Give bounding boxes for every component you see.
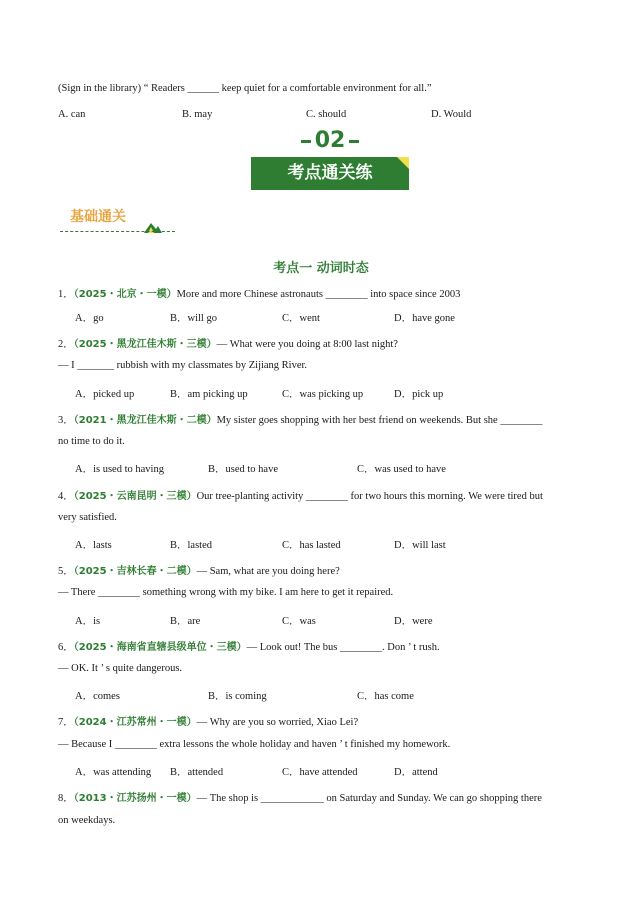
q6-option-b: B．is coming [208,691,267,702]
q4-option-a: A．lasts [75,540,112,551]
question-8 [58,789,542,805]
level-badge: 基础通关 [70,209,126,225]
question-2-line-2: — I _______ rubbish with my classmates by Zijiang River. [58,360,308,371]
question-3 [58,411,542,427]
section-banner [251,157,409,190]
q5-option-c: C．was [282,616,316,627]
question-number: 2． [58,339,74,350]
question-6-line-2: — OK. It ’ s quite dangerous. [58,663,183,674]
question-6 [58,638,440,654]
q2-option-c: C．was picking up [282,389,364,400]
q7-option-a: A．was attending [75,767,152,778]
q2-option-d: D．pick up [394,389,444,400]
q7-option-b: B．attended [170,767,224,778]
section-number-text: 02 [314,128,346,153]
question-2 [58,335,398,351]
question-text: My sister goes shopping with her best friend on weekends. But she ________ [216,415,543,426]
question-text: More and more Chinese astronauts ________ into space since 2003 [176,289,461,300]
banner-corner-decoration [397,157,409,169]
question-source: （2025・黑龙江佳木斯・三模） [73,339,217,350]
question-number: 8． [58,793,74,804]
question-text: — The shop is ____________ on Saturday and Sunday. We can go shopping there [196,793,542,804]
q5-option-d: D．were [394,616,433,627]
question-number: 4． [58,491,74,502]
q6-option-c: C．has come [357,691,414,702]
question-3-line-2: no time to do it. [58,436,125,447]
question-5 [58,562,340,578]
q4-option-d: D．will last [394,540,446,551]
topic-title: 考点一 动词时态 [273,261,369,276]
question-5-line-2: — There ________ something wrong with my bike. I am here to get it repaired. [58,587,394,598]
question-7-line-2: — Because I ________ extra lessons the whole holiday and haven ’ t finished my homework. [58,739,451,750]
dash-left [301,140,311,143]
question-text: Our tree-planting activity ________ for two hours this morning. We were tired but [196,491,543,502]
q6-option-a: A．comes [75,691,120,702]
section-title: 考点通关练 [287,163,373,183]
question-number: 7． [58,717,74,728]
question-text: — Sam, what are you doing here? [196,566,340,577]
q1-option-b: B．will go [170,313,217,324]
intro-option-c: C. should [306,109,347,120]
question-number: 5． [58,566,74,577]
question-text: — Look out! The bus ________. Don ’ t rush. [246,642,440,653]
q3-option-b: B．used to have [208,464,278,475]
q7-option-c: C．have attended [282,767,358,778]
q2-option-a: A．picked up [75,389,135,400]
q1-option-d: D．have gone [394,313,455,324]
intro-question: (Sign in the library) “ Readers ______ keep quiet for a comfortable environment for all.” [58,83,432,94]
question-8-line-2: on weekdays. [58,815,116,826]
q2-option-b: B．am picking up [170,389,248,400]
q7-option-d: D．attend [394,767,438,778]
intro-option-b: B. may [182,109,213,120]
question-source: （2025・吉林长春・二模） [73,566,197,577]
q5-option-a: A．is [75,616,101,627]
question-4 [58,487,543,503]
question-source: （2025・北京・一模） [73,289,177,300]
q4-option-c: C．has lasted [282,540,341,551]
question-1 [58,285,460,301]
question-7 [58,713,358,729]
question-source: （2024・江苏常州・一模） [73,717,197,728]
question-number: 6． [58,642,74,653]
q3-option-c: C．was used to have [357,464,446,475]
question-source: （2025・海南省直辖县级单位・三模） [73,642,247,653]
question-text: — What were you doing at 8:00 last night? [216,339,398,350]
question-4-line-2: very satisfied. [58,512,117,523]
question-text: — Why are you so worried, Xiao Lei? [196,717,359,728]
question-number: 1． [58,289,74,300]
question-source: （2013・江苏扬州・一模） [73,793,197,804]
question-source: （2021・黑龙江佳木斯・二模） [73,415,217,426]
intro-option-a: A. can [58,109,86,120]
q1-option-c: C．went [282,313,320,324]
question-source: （2025・云南昆明・三模） [73,491,197,502]
q3-option-a: A．is used to having [75,464,164,475]
q5-option-b: B．are [170,616,201,627]
dash-right [349,140,359,143]
intro-option-d: D. Would [431,109,472,120]
section-number [290,128,370,153]
question-number: 3． [58,415,74,426]
q1-option-a: A．go [75,313,104,324]
badge-underline [60,231,175,232]
q4-option-b: B．lasted [170,540,212,551]
